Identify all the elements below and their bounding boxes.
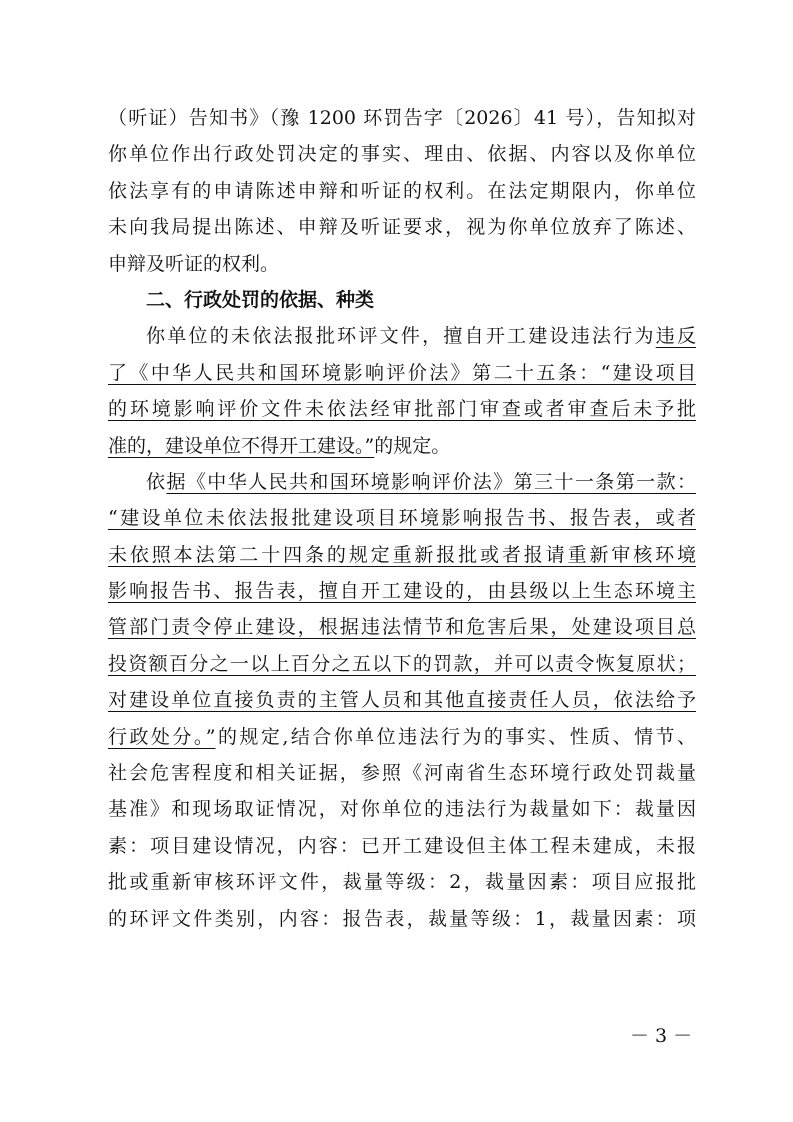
underlined-line: 对建设单位直接负责的主管人员和其他直接责任人员，依法给予 [108, 689, 696, 712]
text-line [108, 464, 696, 500]
plain-text: 的规定,结合你单位违法行为的事实、性质、情节、 [215, 725, 696, 748]
page-number: － 3 － [630, 1025, 693, 1047]
underlined-line: 的环境影响评价文件未依法经审批部门审查或者审查后未予批 [108, 398, 696, 421]
underlined-line: 影响报告书、报告表，擅自开工建设的，由县级以上生态环境主 [108, 580, 696, 603]
underlined-text: 行政处分。” [108, 725, 216, 748]
text-line: 批或重新审核环评文件，裁量等级：2，裁量因素：项目应报批 [108, 871, 696, 894]
underlined-line: 未依照本法第二十四条的规定重新报批或者报请重新审核环境 [108, 543, 696, 566]
plain-text: 你单位的未依法报批环评文件，擅自开工建设违法行为 [146, 325, 656, 348]
underlined-line: 了《中华人民共和国环境影响评价法》第二十五条：“建设项目 [108, 361, 696, 384]
underlined-text: 据《中华人民共和国环境影响评价法》第三十一条第一款： [166, 470, 696, 493]
plain-text: 的规定。 [374, 434, 451, 457]
text-line: （听证）告知书》（豫 1200 环罚告字〔2026〕41 号），告知拟对 [108, 107, 696, 129]
text-line: 依法享有的申请陈述申辩和听证的权利。在法定期限内，你单位 [108, 179, 696, 202]
underlined-text: 准的，建设单位不得开工建设。” [108, 434, 375, 457]
text-line: 素：项目建设情况，内容：已开工建设但主体工程未建成，未报 [108, 834, 696, 857]
underlined-line: 管部门责令停止建设，根据违法情节和危害后果，处建设项目总 [108, 616, 696, 639]
text-line: 基准》和现场取证情况，对你单位的违法行为裁量如下：裁量因 [108, 798, 696, 821]
underlined-line: 投资额百分之一以上百分之五以下的罚款，并可以责令恢复原状； [108, 652, 696, 675]
section-heading: 二、行政处罚的依据、种类 [146, 288, 375, 311]
underlined-text: 违反 [655, 325, 696, 348]
body-text [108, 100, 696, 937]
text-line [108, 428, 696, 464]
underlined-line: “建设单位未依法报批建设项目环境影响报告书、报告表，或者 [108, 507, 696, 530]
plain-text: 依 [146, 470, 167, 493]
text-line [108, 318, 696, 354]
text-line [108, 719, 696, 755]
text-line: 你单位作出行政处罚决定的事实、理由、依据、内容以及你单位 [108, 143, 696, 166]
text-line: 社会危害程度和相关证据，参照《河南省生态环境行政处罚裁量 [108, 762, 696, 785]
text-line: 的环评文件类别，内容：报告表，裁量等级：1，裁量因素：项 [108, 907, 696, 930]
text-line: 申辩及听证的权利。 [108, 252, 280, 275]
text-line: 未向我局提出陈述、申辩及听证要求，视为你单位放弃了陈述、 [108, 216, 696, 239]
